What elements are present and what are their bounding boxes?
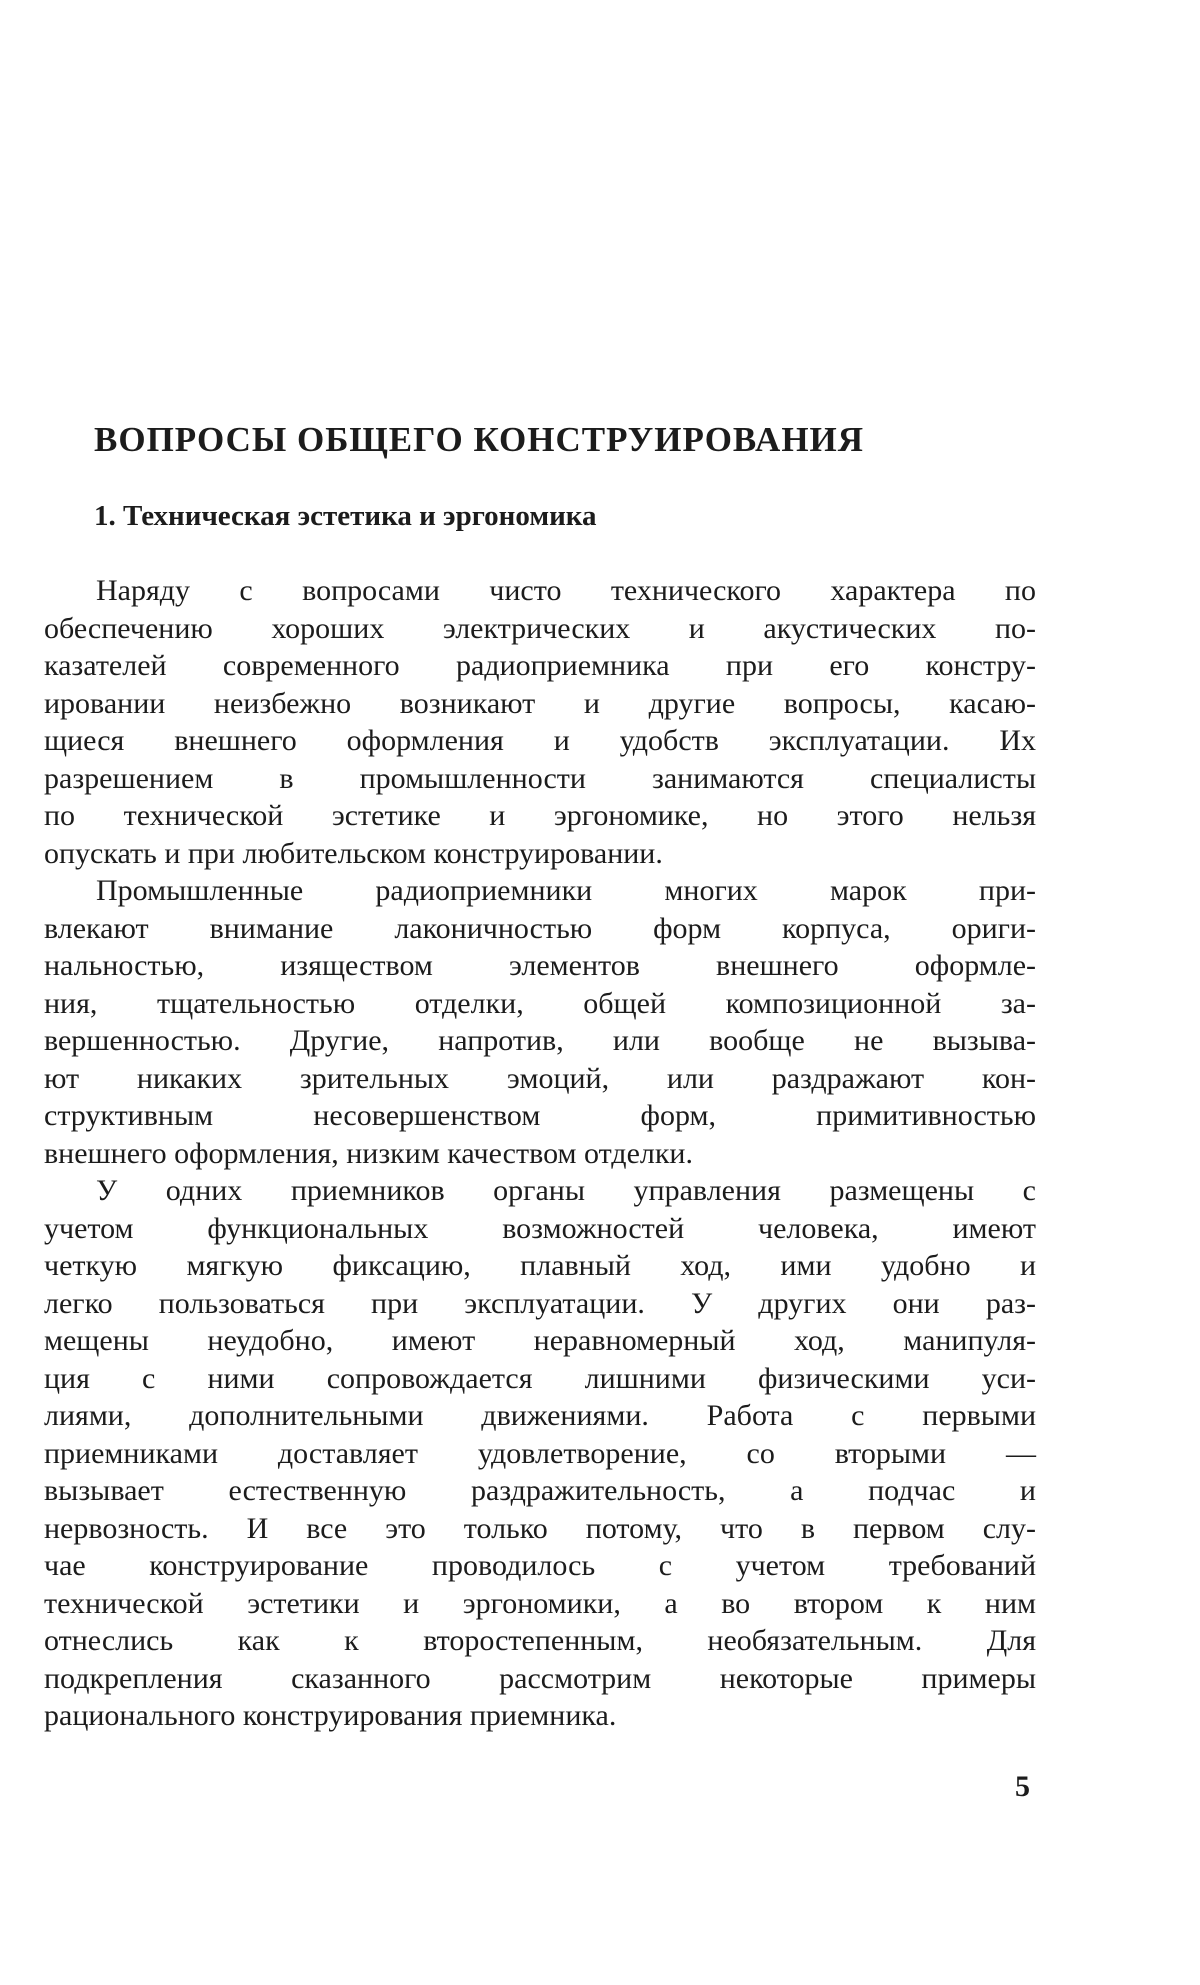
text-line: четкую мягкую фиксацию, плавный ход, ими удобно и: [44, 1249, 1036, 1282]
text-line: обеспечению хороших электрических и акустических по-: [44, 611, 1036, 645]
text-line: подкрепления сказанного рассмотрим некоторые примеры: [44, 1661, 1036, 1695]
text-line: Наряду с вопросами чисто технического характера по: [96, 574, 1036, 607]
text-line: приемниками доставляет удовлетворение, со вторыми —: [44, 1436, 1036, 1470]
text-line: щиеся внешнего оформления и удобств эксплуатации. Их: [44, 724, 1036, 757]
text-line: нервозность. И все это только потому, что в первом слу-: [44, 1511, 1036, 1545]
text-line: внешнего оформления, низким качеством отделки.: [44, 1136, 693, 1170]
text-line: легко пользоваться при эксплуатации. У других они раз-: [44, 1286, 1036, 1320]
text-line: влекают внимание лаконичностью форм корпуса, ориги-: [44, 911, 1036, 945]
text-line: ния, тщательностью отделки, общей композиционной за-: [44, 986, 1036, 1020]
paragraph: [44, 1172, 1036, 1735]
chapter-title: ВОПРОСЫ ОБЩЕГО КОНСТРУИРОВАНИЯ: [94, 420, 865, 459]
text-line: разрешением в промышленности занимаются специалисты: [44, 761, 1036, 795]
body-text: [44, 572, 1036, 1735]
text-line: У одних приемников органы управления размещены с: [96, 1174, 1036, 1207]
paragraph: [44, 872, 1036, 1172]
text-line: ция с ними сопровождается лишними физическими уси-: [44, 1361, 1036, 1395]
text-line: опускать и при любительском конструировании.: [44, 836, 663, 870]
text-line: рационального конструирования приемника.: [44, 1699, 617, 1732]
text-line: технической эстетики и эргономики, а во втором к ним: [44, 1586, 1036, 1620]
text-line: по технической эстетике и эргономике, но этого нельзя: [44, 799, 1036, 832]
paragraph: [44, 572, 1036, 872]
text-line: чае конструирование проводилось с учетом требований: [44, 1549, 1036, 1582]
text-line: казателей современного радиоприемника при его констру-: [44, 649, 1036, 682]
text-line: ировании неизбежно возникают и другие вопросы, касаю-: [44, 686, 1036, 720]
text-line: вызывает естественную раздражительность, а подчас и: [44, 1474, 1036, 1507]
text-line: нальностью, изяществом элементов внешнего оформле-: [44, 949, 1036, 982]
section-title: 1. Техническая эстетика и эргономика: [94, 500, 597, 532]
text-line: отнеслись как к второстепенным, необязательным. Для: [44, 1624, 1036, 1657]
text-line: учетом функциональных возможностей человека, имеют: [44, 1211, 1036, 1245]
text-line: ют никаких зрительных эмоций, или раздражают кон-: [44, 1061, 1036, 1095]
text-line: Промышленные радиоприемники многих марок при-: [96, 874, 1036, 907]
text-line: вершенностью. Другие, напротив, или вообще не вызыва-: [44, 1024, 1036, 1057]
text-line: структивным несовершенством форм, примитивностью: [44, 1099, 1036, 1132]
text-line: мещены неудобно, имеют неравномерный ход, манипуля-: [44, 1324, 1036, 1357]
text-line: лиями, дополнительными движениями. Работа с первыми: [44, 1399, 1036, 1432]
page-number: 5: [1015, 1770, 1030, 1803]
